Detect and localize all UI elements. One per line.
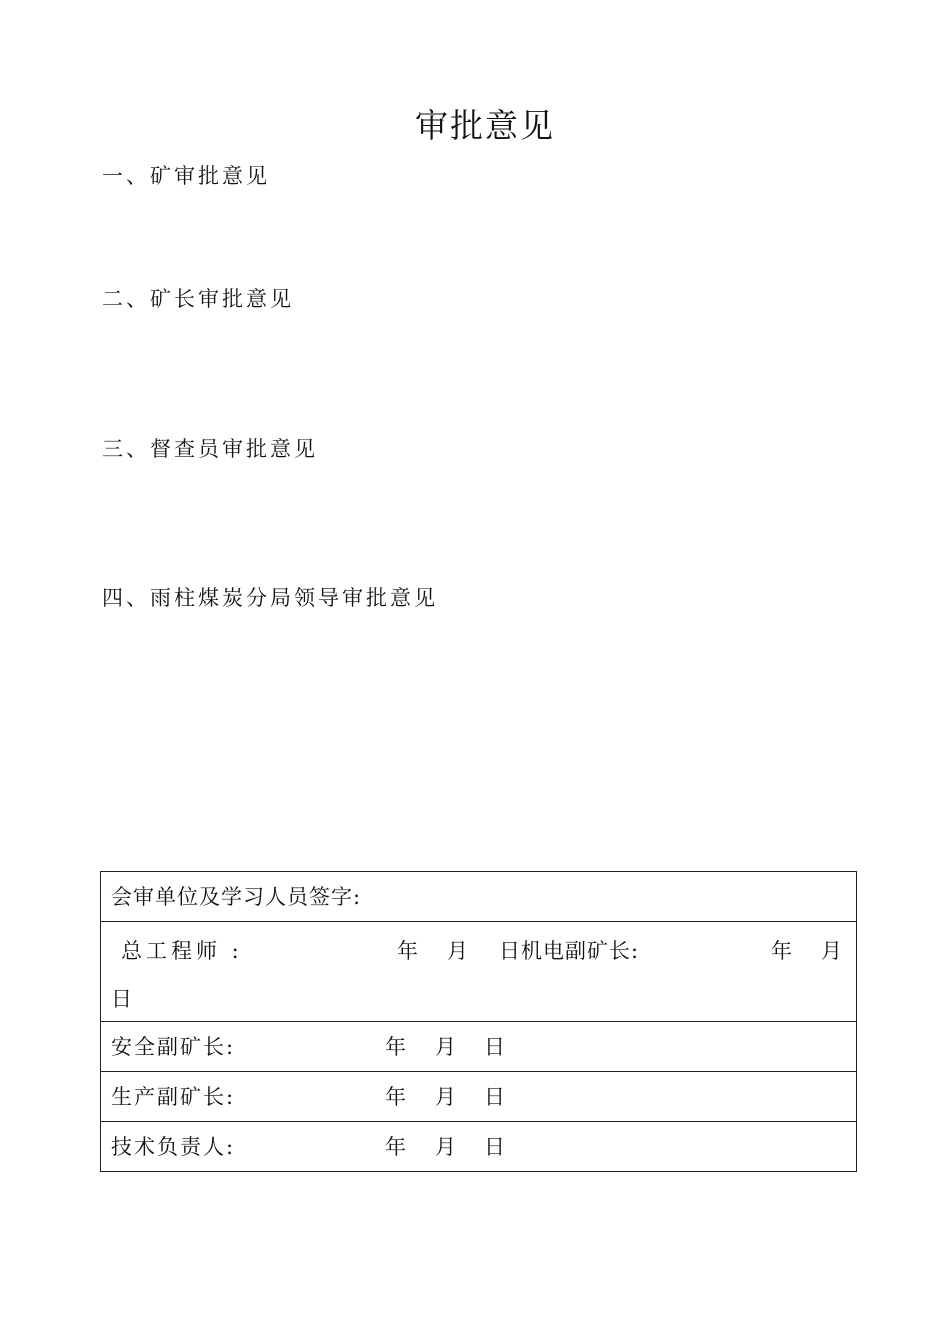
document-title: 审批意见	[415, 106, 555, 145]
electromech-deputy-day: 日	[111, 987, 132, 1011]
signature-cell-safety-deputy	[101, 1022, 857, 1072]
safety-deputy-month: 月	[435, 1035, 456, 1059]
production-deputy-year: 年	[385, 1085, 406, 1109]
chief-engineer-year: 年	[397, 939, 418, 963]
signature-row-chief-engineer	[101, 922, 857, 1022]
technical-lead-label: 技术负责人:	[111, 1135, 236, 1159]
signature-table	[100, 871, 857, 1172]
signature-cell-chief-engineer	[101, 922, 857, 1022]
signature-table-header-row	[101, 872, 857, 922]
signature-table-header: 会审单位及学习人员签字:	[111, 885, 362, 909]
chief-engineer-label: 总工程师 :	[121, 939, 243, 963]
safety-deputy-year: 年	[385, 1035, 406, 1059]
section-heading-mine-approval: 一、矿审批意见	[102, 164, 270, 188]
signature-cell-technical-lead	[101, 1122, 857, 1172]
technical-lead-year: 年	[385, 1135, 406, 1159]
signature-cell-production-deputy	[101, 1072, 857, 1122]
production-deputy-label: 生产副矿长:	[111, 1085, 236, 1109]
safety-deputy-label: 安全副矿长:	[111, 1035, 236, 1059]
section-heading-mine-director-approval: 二、矿长审批意见	[102, 287, 294, 311]
production-deputy-day: 日	[484, 1085, 505, 1109]
technical-lead-month: 月	[435, 1135, 456, 1159]
signature-row-production-deputy	[101, 1072, 857, 1122]
electromech-deputy-year: 年	[771, 939, 792, 963]
production-deputy-month: 月	[435, 1085, 456, 1109]
safety-deputy-day: 日	[484, 1035, 505, 1059]
electromech-deputy-month: 月	[821, 939, 842, 963]
chief-engineer-month: 月	[447, 939, 468, 963]
signature-row-technical-lead	[101, 1122, 857, 1172]
section-heading-bureau-leader-approval: 四、雨柱煤炭分局领导审批意见	[102, 586, 438, 610]
electromech-deputy-label: 日机电副矿长:	[499, 939, 640, 963]
signature-row-safety-deputy	[101, 1022, 857, 1072]
section-heading-inspector-approval: 三、督查员审批意见	[102, 437, 318, 461]
technical-lead-day: 日	[484, 1135, 505, 1159]
signature-table-header-cell	[101, 872, 857, 922]
